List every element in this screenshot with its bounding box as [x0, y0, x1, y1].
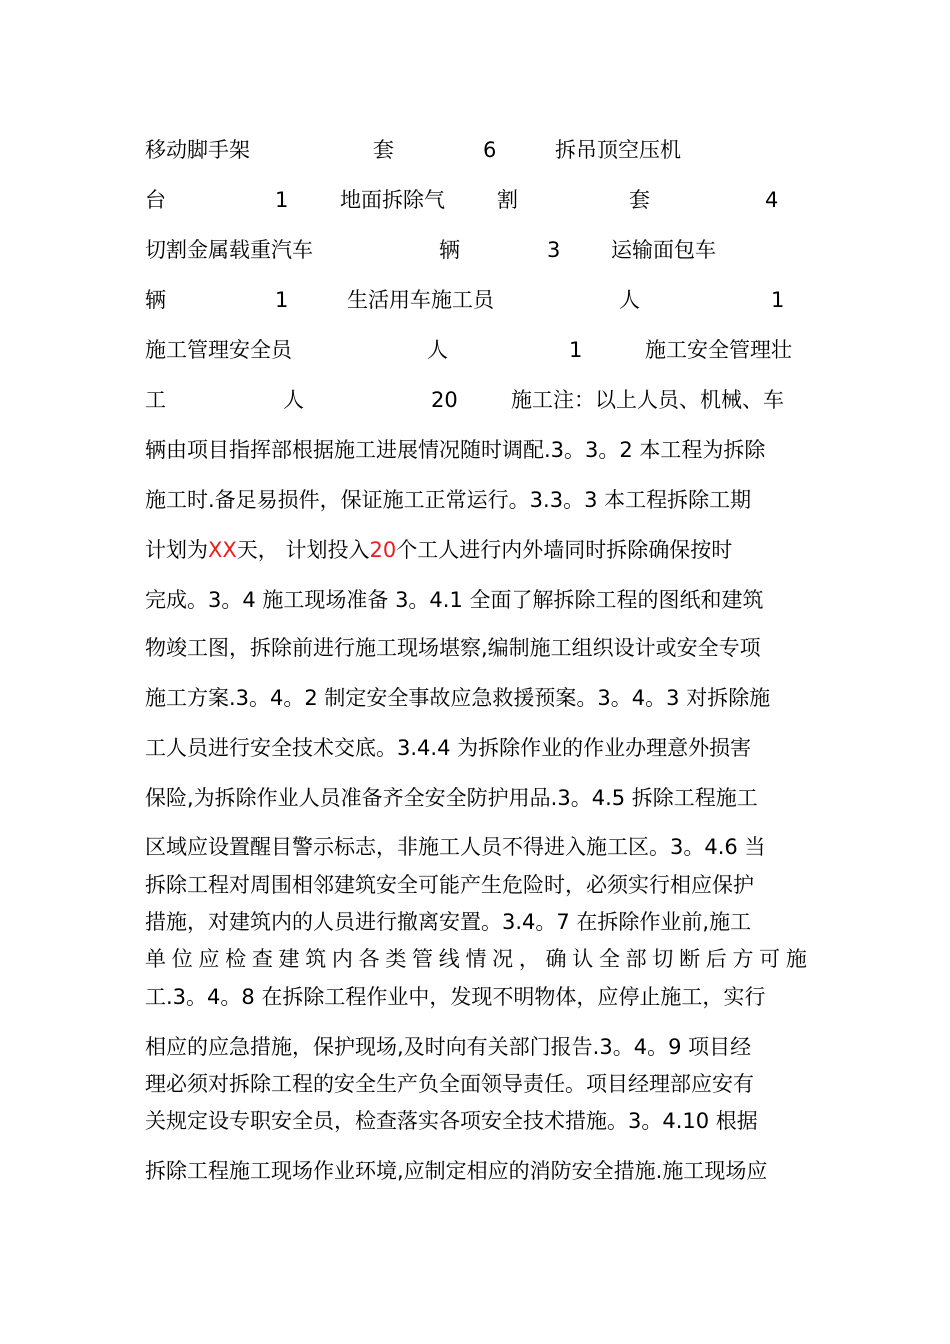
paragraph-char: 部 [625, 947, 647, 971]
table-cell: 1 [275, 288, 289, 312]
table-cell: 生活用车施工员 [347, 288, 494, 312]
table-cell: 1 [275, 188, 289, 212]
table-cell: 施工注：以上人员、机械、车 [511, 388, 784, 412]
paragraph-char: 管 [412, 947, 434, 971]
table-cell: 套 [629, 188, 650, 212]
highlight-days: XX [208, 538, 237, 562]
paragraph-line: 物竣工图，拆除前进行施工现场堪察,编制施工组织设计或安全专项 [145, 636, 761, 660]
paragraph-char: 后 [705, 947, 727, 971]
table-cell: 运输面包车 [611, 238, 716, 262]
table-cell: 辆 [145, 288, 166, 312]
paragraph-char: 内 [331, 947, 353, 971]
table-row [145, 184, 807, 216]
paragraph-char: ， [518, 947, 540, 971]
paragraph-text: 天， 计划投入 [236, 538, 370, 562]
paragraph-char: 情 [465, 947, 487, 971]
table-cell: 割 [497, 188, 518, 212]
table-cell: 人 [619, 288, 640, 312]
paragraph-line: 保险,为拆除作业人员准备齐全安全防护用品.3。4.5 拆除工程施工 [145, 786, 758, 810]
paragraph-line: 完成。3。4 施工现场准备 3。4.1 全面了解拆除工程的图纸和建筑 [145, 588, 764, 612]
table-cell: 辆 [439, 238, 460, 262]
table-row [145, 384, 807, 416]
paragraph-line: 施工时.备足易损件，保证施工正常运行。3.3。3 本工程拆除工期 [145, 488, 752, 512]
paragraph-char: 检 [225, 947, 247, 971]
paragraph-line: 工.3。4。8 在拆除工程作业中，发现不明物体，应停止施工，实行 [145, 985, 766, 1009]
paragraph-char: 方 [732, 947, 754, 971]
table-cell: 地面拆除气 [340, 188, 445, 212]
paragraph-char: 查 [251, 947, 273, 971]
table-cell: 套 [373, 138, 394, 162]
paragraph-line-justified [145, 943, 807, 975]
table-cell: 6 [483, 138, 497, 162]
table-cell: 人 [283, 388, 304, 412]
table-cell: 施工管理安全员 [145, 338, 292, 362]
paragraph-char: 全 [598, 947, 620, 971]
highlight-workers: 20 [369, 538, 397, 562]
paragraph-line: 工人员进行安全技术交底。3.4.4 为拆除作业的作业办理意外损害 [145, 736, 752, 760]
table-cell: 台 [145, 188, 166, 212]
paragraph-char: 况 [492, 947, 514, 971]
table-cell: 4 [765, 188, 779, 212]
paragraph-char: 线 [438, 947, 460, 971]
table-cell: 20 [431, 388, 458, 412]
table-cell: 1 [771, 288, 785, 312]
paragraph-line [145, 534, 807, 566]
paragraph-char: 各 [358, 947, 380, 971]
table-cell: 拆吊顶空压机 [555, 138, 681, 162]
table-cell: 施工安全管理壮 [645, 338, 792, 362]
table-row [145, 134, 807, 166]
table-cell: 移动脚手架 [145, 138, 250, 162]
paragraph-char: 认 [572, 947, 594, 971]
paragraph-char: 建 [278, 947, 300, 971]
paragraph-line: 措施，对建筑内的人员进行撤离安置。3.4。7 在拆除作业前,施工 [145, 910, 752, 934]
paragraph-line: 拆除工程施工现场作业环境,应制定相应的消防安全措施.施工现场应 [145, 1159, 768, 1183]
paragraph-char: 确 [545, 947, 567, 971]
table-cell: 工 [145, 388, 166, 412]
table-cell: 1 [569, 338, 583, 362]
paragraph-char: 切 [652, 947, 674, 971]
table-cell: 3 [547, 238, 561, 262]
paragraph-line: 区域应设置醒目警示标志，非施工人员不得进入施工区。3。4.6 当 [145, 835, 766, 859]
paragraph-char: 应 [198, 947, 220, 971]
paragraph-line: 相应的应急措施，保护现场,及时向有关部门报告.3。4。9 项目经 [145, 1035, 752, 1059]
paragraph-line: 辆由项目指挥部根据施工进展情况随时调配.3。3。2 本工程为拆除 [145, 438, 766, 462]
paragraph-text: 计划为 [145, 538, 208, 562]
table-row [145, 334, 807, 366]
paragraph-char: 断 [679, 947, 701, 971]
paragraph-char: 施 [785, 947, 807, 971]
paragraph-line: 理必须对拆除工程的安全生产负全面领导责任。项目经理部应安有 [145, 1072, 754, 1096]
paragraph-char: 单 [145, 947, 166, 971]
paragraph-line: 施工方案.3。4。2 制定安全事故应急救援预案。3。4。3 对拆除施 [145, 686, 771, 710]
paragraph-line: 拆除工程对周围相邻建筑安全可能产生危险时，必须实行相应保护 [145, 873, 754, 897]
paragraph-char: 位 [171, 947, 193, 971]
paragraph-text: 个工人进行内外墙同时拆除确保按时 [396, 538, 733, 562]
paragraph-char: 类 [385, 947, 407, 971]
table-row [145, 234, 807, 266]
table-cell: 切割金属载重汽车 [145, 238, 313, 262]
paragraph-char: 可 [759, 947, 781, 971]
paragraph-char: 筑 [305, 947, 327, 971]
table-cell: 人 [427, 338, 448, 362]
paragraph-line: 关规定设专职安全员，检查落实各项安全技术措施。3。4.10 根据 [145, 1109, 758, 1133]
table-row [145, 284, 807, 316]
